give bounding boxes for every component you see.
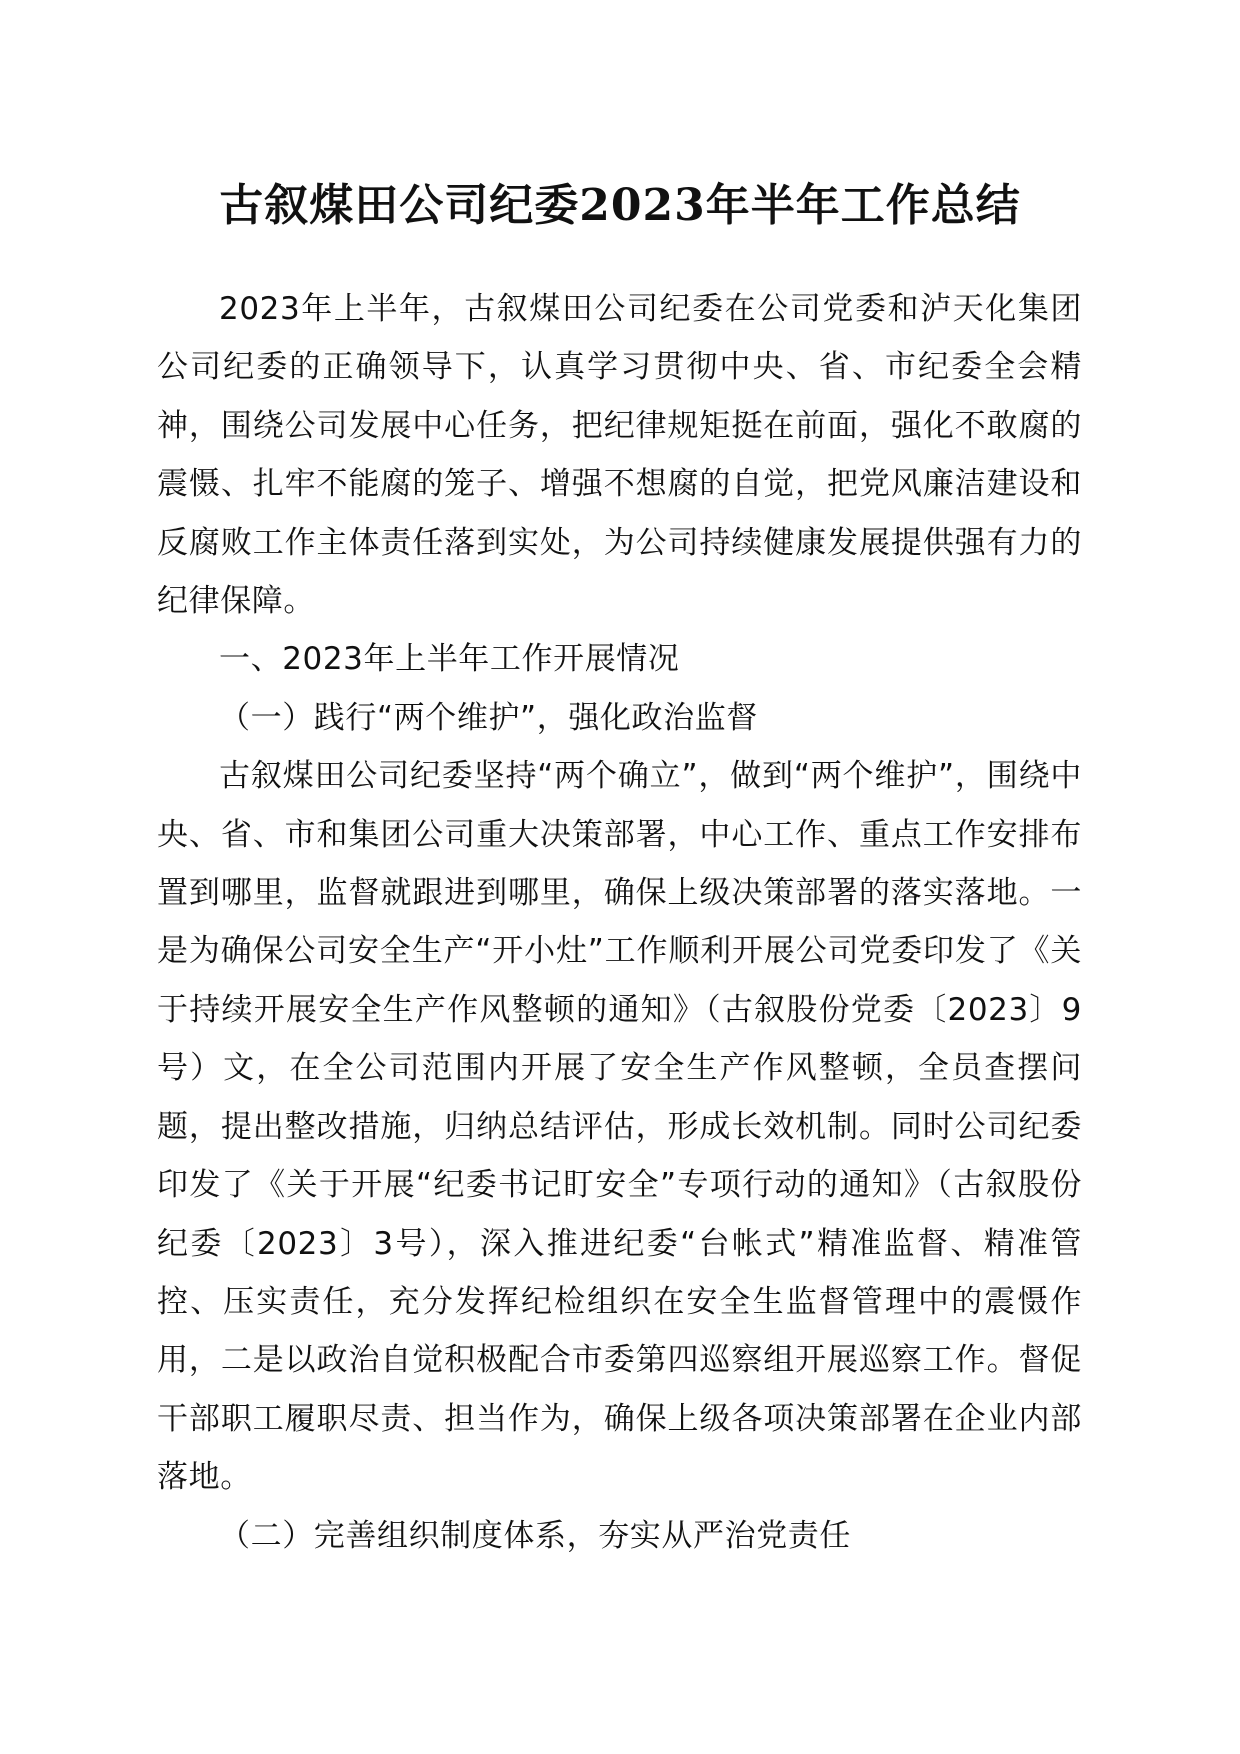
document-title: 古叙煤田公司纪委2023年半年工作总结 [219, 180, 1021, 231]
subsection-1-paragraph: 古叙煤田公司纪委坚持“两个确立”，做到“两个维护”，围绕中央、省、市和集团公司重大决策部署，中心工作、重点工作安排布置到哪里，监督就跟进到哪里，确保上级决策部署的落实落地。一是为确保公司安全生产“开小灶”工作顺利开展公司党委印发了《关于持续开展安全生产作风整顿的通知》（古叙股份党委〔2023〕9号）文，在全公司范围内开展了安全生产作风整顿，全员查摆问题，提出整改措施，归纳总结评估，形成长效机制。同时公司纪委印发了《关于开展“纪委书记盯安全”专项行动的通知》（古叙股份纪委〔2023〕3号），深入推进纪委“台帐式”精准监督、精准管控、压实责任，充分发挥纪检组织在安全生监督管理中的震慑作用，二是以政治自觉积极配合市委第四巡察组开展巡察工作。督促干部职工履职尽责、担当作为，确保上级各项决策部署在企业内部落地。 [157, 758, 1082, 1496]
section-heading-1: 一、2023年上半年工作开展情况 [219, 641, 680, 678]
subsection-heading-2: （二）完善组织制度体系，夯实从严治党责任 [219, 1517, 851, 1554]
intro-paragraph: 2023年上半年，古叙煤田公司纪委在公司党委和泸天化集团公司纪委的正确领导下，认真学习贯彻中央、省、市纪委全会精神，围绕公司发展中心任务，把纪律规矩挺在前面，强化不敢腐的震慑、扎牢不能腐的笼子、增强不想腐的自觉，把党风廉洁建设和反腐败工作主体责任落到实处，为公司持续健康发展提供强有力的纪律保障。 [157, 291, 1082, 620]
document-body [157, 280, 1082, 1565]
subsection-heading-1: （一）践行“两个维护”，强化政治监督 [219, 699, 758, 736]
